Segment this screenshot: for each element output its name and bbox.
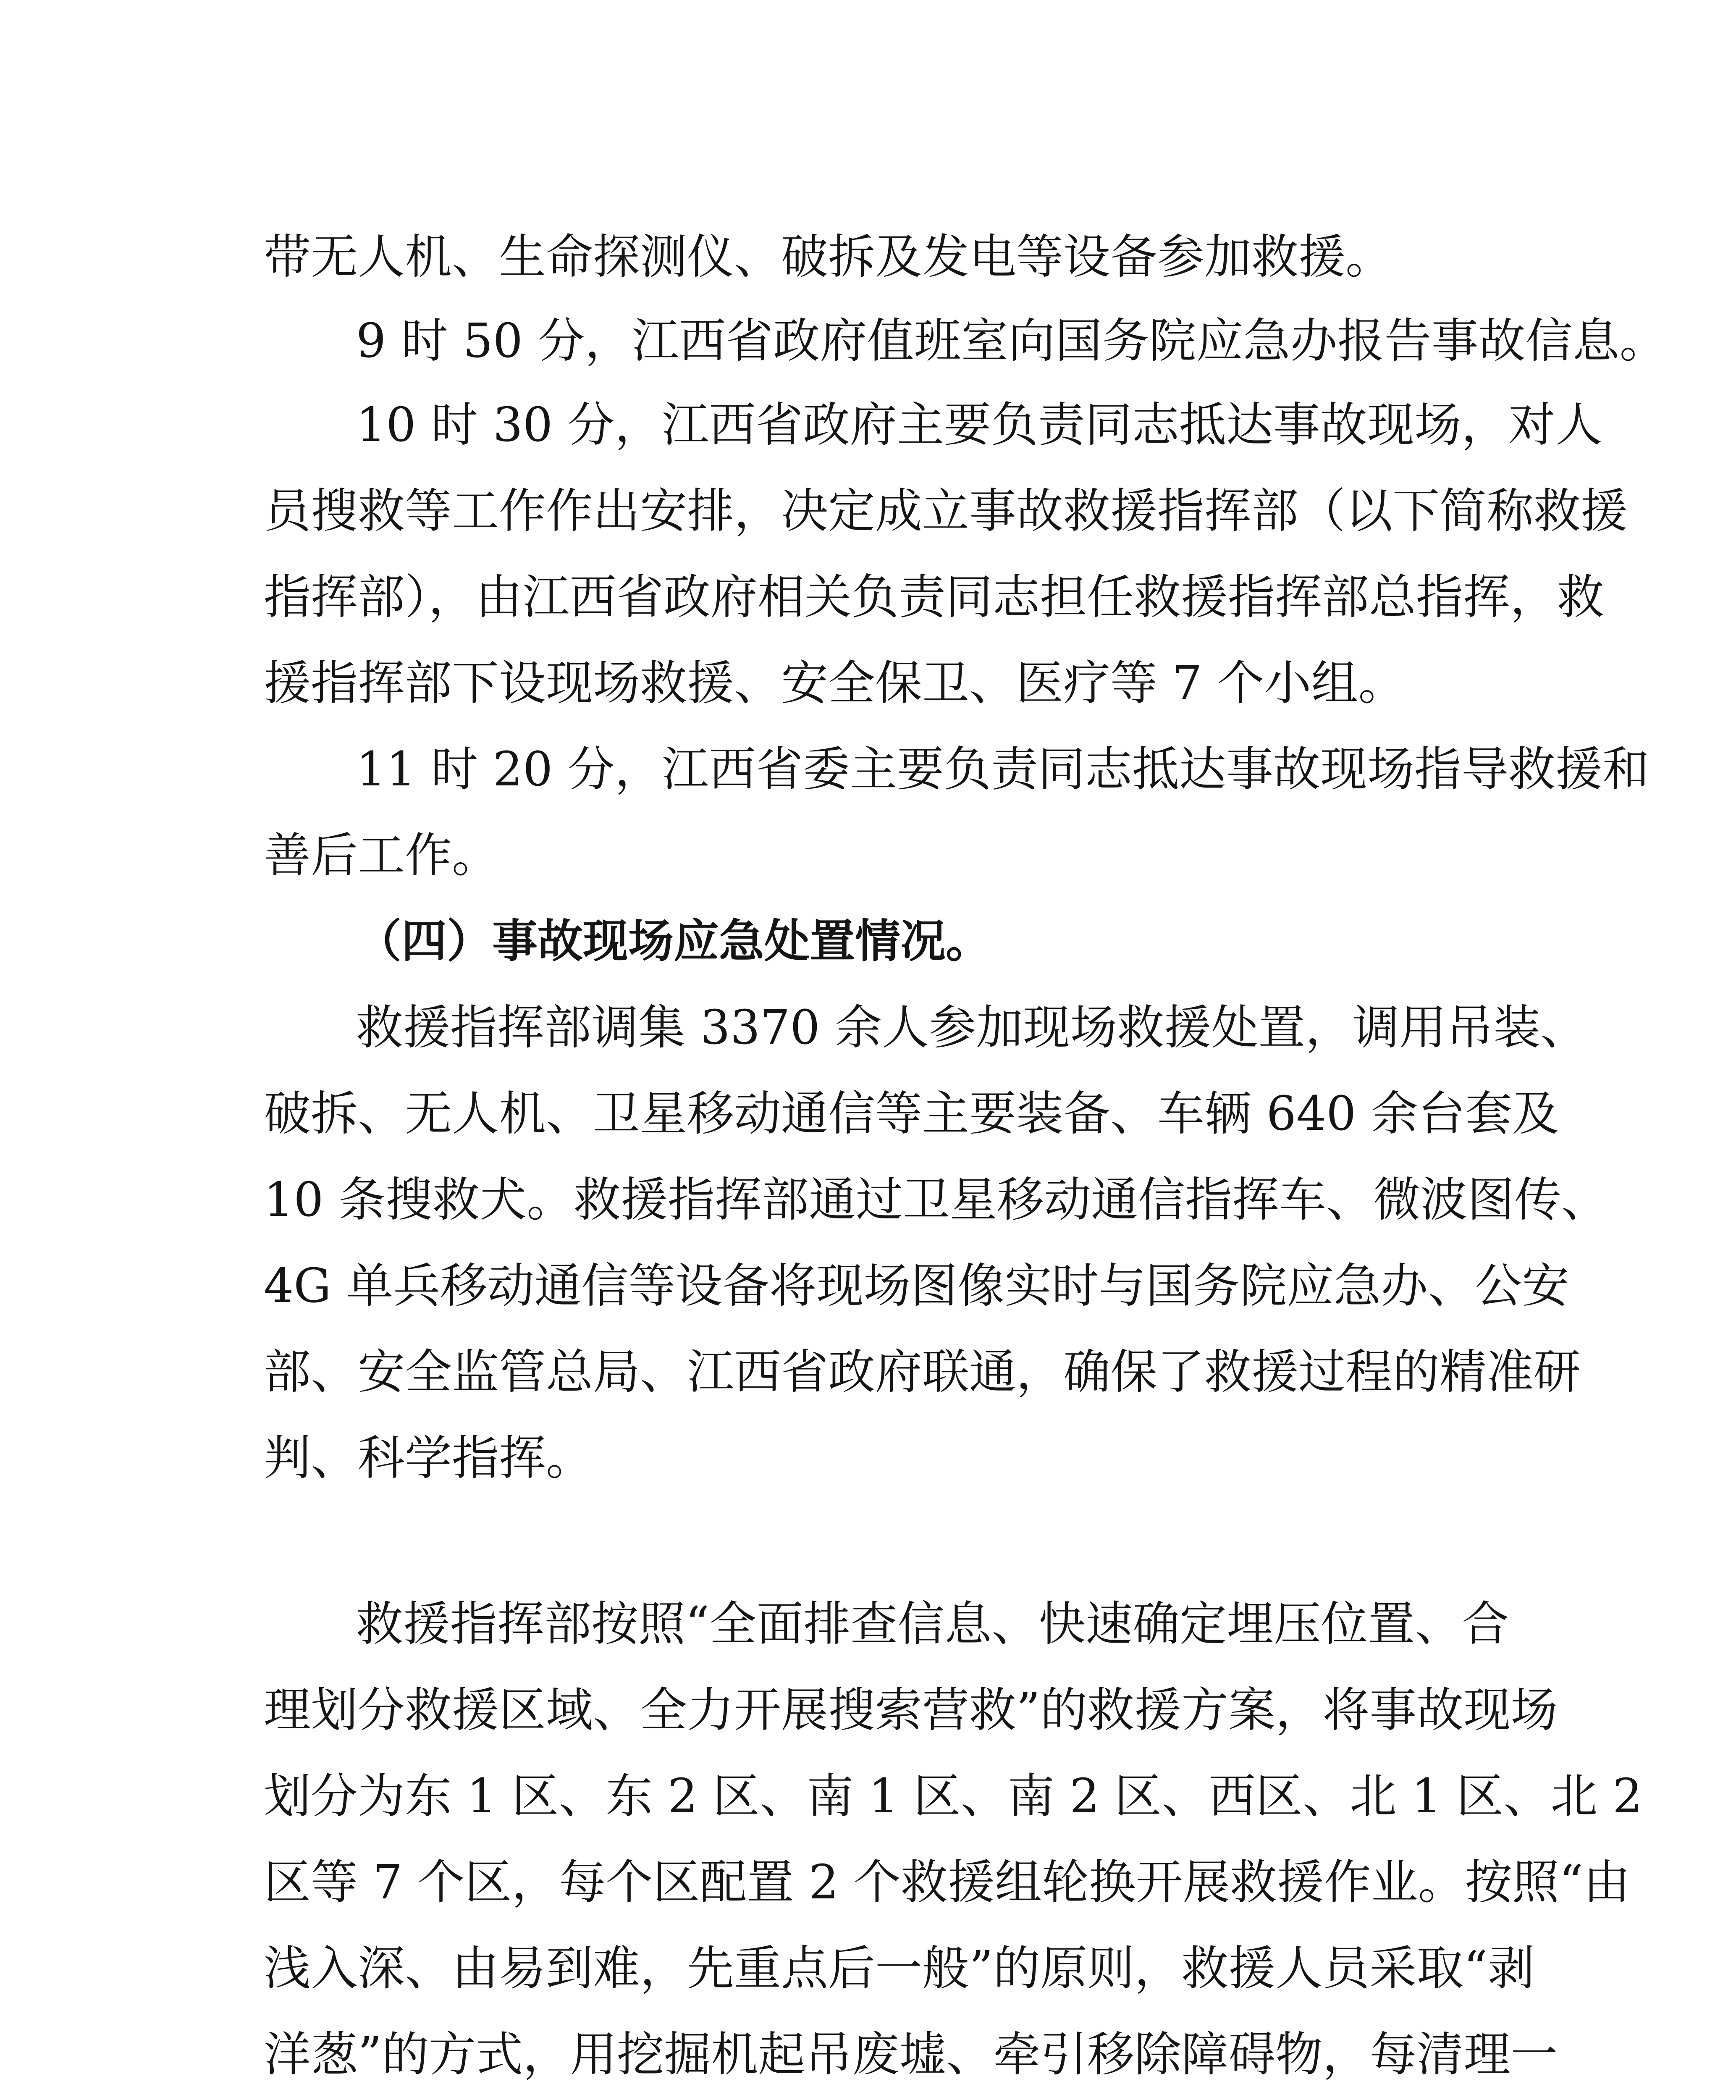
text-line: 4G 单兵移动通信等设备将现场图像实时与国务院应急办、公安 (264, 1259, 1569, 1313)
text-line: 10 时 30 分，江西省政府主要负责同志抵达事故现场，对人 (356, 398, 1602, 452)
text-line: 浅入深、由易到难，先重点后一般”的原则，救援人员采取“剥 (264, 1941, 1535, 1996)
text-line: 带无人机、生命探测仪、破拆及发电等设备参加救援。 (264, 230, 1392, 284)
text-line: 援指挥部下设现场救援、安全保卫、医疗等 7 个小组。 (264, 656, 1406, 711)
text-line: 破拆、无人机、卫星移动通信等主要装备、车辆 640 余台套及 (264, 1087, 1559, 1141)
text-line: 部、安全监管总局、江西省政府联通，确保了救援过程的精准研 (264, 1345, 1581, 1399)
text-line: 10 条搜救犬。救援指挥部通过卫星移动通信指挥车、微波图传、 (264, 1173, 1609, 1227)
text-line: 11 时 20 分，江西省委主要负责同志抵达事故现场指导救援和 (356, 742, 1649, 797)
text-line: 救援指挥部按照“全面排查信息、快速确定埋压位置、合 (356, 1597, 1509, 1651)
section-heading: （四）事故现场应急处置情况。 (356, 915, 991, 968)
text-line: 判、科学指挥。 (264, 1431, 593, 1486)
text-line: 理划分救援区域、全力开展搜索营救”的救援方案，将事故现场 (264, 1683, 1558, 1738)
text-line: 洋葱”的方式，用挖掘机起吊废墟、牵引移除障碍物，每清理一 (264, 2027, 1558, 2082)
text-line: 员搜救等工作作出安排，决定成立事故救援指挥部（以下简称救援 (264, 484, 1628, 538)
text-line: 划分为东 1 区、东 2 区、南 1 区、南 2 区、西区、北 1 区、北 2 (264, 1769, 1643, 1824)
text-line: 救援指挥部调集 3370 余人参加现场救援处置，调用吊装、 (356, 1000, 1588, 1055)
text-line: 9 时 50 分，江西省政府值班室向国务院应急办报告事故信息。 (356, 314, 1667, 368)
text-line: 善后工作。 (264, 828, 499, 883)
text-line: 区等 7 个区，每个区配置 2 个救援组轮换开展救援作业。按照“由 (264, 1855, 1631, 1910)
text-line: 指挥部），由江西省政府相关负责同志担任救援指挥部总指挥，救 (264, 570, 1604, 625)
